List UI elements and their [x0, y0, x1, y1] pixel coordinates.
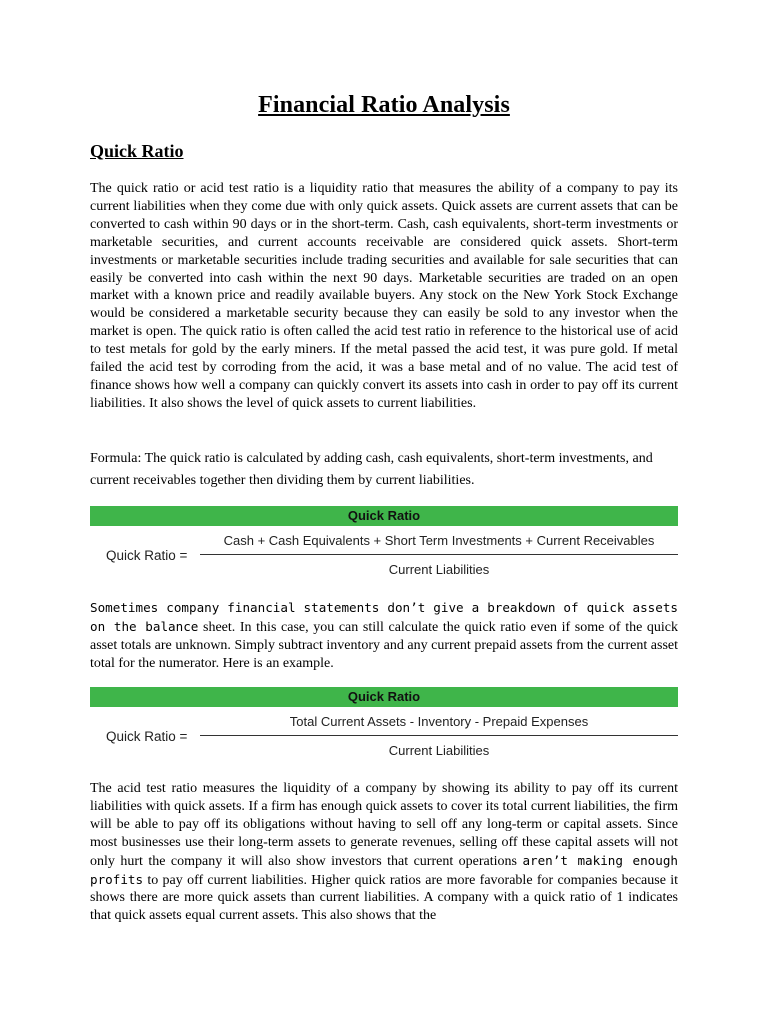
- document-title: Financial Ratio Analysis: [258, 92, 510, 118]
- paragraph-interpretation-part2: to pay off current liabilities. Higher quick ratios are more favorable for companies because it shows there are more quick assets than current liabilities. A company with a quick ratio of 1 indicates that quick assets equal current assets. This also shows that the: [90, 872, 678, 924]
- fraction-bar: [200, 554, 678, 555]
- formula-label: Quick Ratio =: [106, 729, 188, 744]
- paragraph-alternative-rest: sheet. In this case, you can still calculate the quick ratio even if some of the quick asset totals are unknown. Simply subtract inventory and any current prepaid assets from the current asset total for the numerator. Here is an example.: [90, 619, 679, 671]
- fraction-bar: [200, 735, 678, 736]
- paragraph-alternative: [90, 599, 678, 673]
- formula-denominator: Current Liabilities: [388, 743, 490, 758]
- formula-numerator: Total Current Assets - Inventory - Prepaid Expenses: [289, 714, 589, 729]
- paragraph-interpretation: [90, 780, 678, 925]
- formula-header: Quick Ratio: [90, 506, 678, 526]
- paragraph-alternative-lead: Sometimes company financial statements don’t give a breakdown of quick assets on the balance: [90, 600, 678, 634]
- paragraph-interpretation-part1: The acid test ratio measures the liquidity of a company by showing its ability to pay off its current liabilities with quick assets. If a firm has enough quick assets to cover its total current liabilities, the firm will be able to pay off its obligations without having to sell off any long-term or capital assets. Since most businesses use their long-term assets to generate revenues, selling off these capital assets will not only hurt the company it will also show investors that current operations: [90, 781, 678, 869]
- formula-box-quick-ratio-alt: [90, 687, 678, 767]
- paragraph-interpretation-mono: aren’t making enough profits: [90, 852, 678, 887]
- paragraph-formula-intro: Formula: The quick ratio is calculated by adding cash, cash equivalents, short-term investments, and current receivables together then dividing them by current liabilities.: [90, 451, 653, 488]
- formula-denominator: Current Liabilities: [388, 562, 490, 577]
- section-title: Quick Ratio: [90, 141, 184, 161]
- formula-box-quick-ratio: [90, 506, 678, 586]
- formula-header: Quick Ratio: [90, 687, 678, 707]
- formula-numerator: Cash + Cash Equivalents + Short Term Investments + Current Receivables: [223, 533, 655, 548]
- formula-label: Quick Ratio =: [106, 548, 188, 563]
- paragraph-definition: The quick ratio or acid test ratio is a liquidity ratio that measures the ability of a company to pay its current liabilities when they come due with only quick assets. Quick assets are current assets that can be converted to cash within 90 days or in the short-term. Cash, cash equivalents, short-term investments or marketable securities, and current accounts receivable are considered quick assets. Short-term investments or marketable securities include trading securities and available for sale securities that can easily be converted into cash within the next 90 days. Marketable securities are traded on an open market with a known price and readily available buyers. Any stock on the New York Stock Exchange would be considered a marketable security because they can easily be sold to any investor when the market is open. The quick ratio is often called the acid test ratio in reference to the historical use of acid to test metals for gold by the early miners. If the metal passed the acid test, it was pure gold. If metal failed the acid test by corroding from the acid, it was a base metal and of no value. The acid test of finance shows how well a company can quickly convert its assets into cash in order to pay off its current liabilities. It also shows the level of quick assets to current liabilities.: [90, 181, 678, 411]
